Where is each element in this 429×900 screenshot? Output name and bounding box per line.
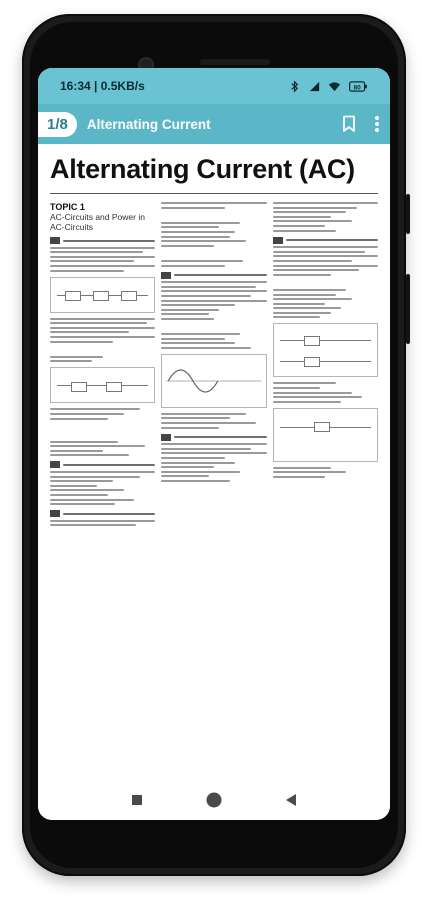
device-screen (38, 68, 390, 820)
bookmark-icon[interactable] (342, 115, 356, 133)
system-nav-bar (38, 780, 390, 820)
power-button (406, 274, 410, 344)
question-line (50, 510, 155, 517)
question-line (273, 237, 378, 244)
battery-icon (348, 80, 368, 93)
circuit-figure (273, 323, 378, 377)
more-vertical-icon[interactable] (374, 115, 380, 133)
heading-rule (50, 193, 378, 194)
circuit-figure (273, 408, 378, 462)
waveform-figure (161, 354, 266, 408)
home-button[interactable] (199, 785, 229, 815)
status-icons (288, 80, 368, 93)
battery-level: 80 (353, 83, 361, 91)
page-indicator[interactable]: 1/8 (38, 112, 77, 137)
document-column-2 (161, 198, 266, 758)
back-triangle-icon (284, 793, 298, 807)
document-column-3 (273, 198, 378, 758)
question-number (50, 510, 60, 517)
recents-button[interactable] (122, 785, 152, 815)
wifi-icon (328, 80, 341, 93)
document-columns (38, 198, 390, 758)
home-circle-icon (205, 791, 223, 809)
question-number (161, 434, 171, 441)
topic-label: TOPIC 1 (50, 202, 85, 212)
question-number (273, 237, 283, 244)
question-line (161, 272, 266, 279)
topic-subtitle: AC-Circuits and Power in AC-Circuits (50, 212, 145, 232)
document-viewer[interactable] (38, 144, 390, 780)
question-number (50, 461, 60, 468)
question-line (50, 461, 155, 468)
app-title: Alternating Current (86, 116, 211, 132)
signal-icon (308, 80, 321, 93)
bluetooth-icon (288, 80, 301, 93)
status-time: 16:34 | 0.5KB/s (60, 79, 145, 93)
recents-square-icon (131, 794, 143, 806)
question-line (161, 434, 266, 441)
earpiece-speaker (200, 59, 270, 65)
document-column-1 (50, 198, 155, 758)
status-bar (38, 68, 390, 104)
question-line (50, 237, 155, 244)
circuit-figure (50, 277, 155, 313)
question-number (161, 272, 171, 279)
question-number (50, 237, 60, 244)
circuit-figure (50, 367, 155, 403)
app-bar (38, 104, 390, 144)
sine-wave-graphic (162, 355, 265, 407)
document-heading: Alternating Current (AC) (50, 154, 355, 184)
volume-button (406, 194, 410, 234)
app-actions (342, 115, 380, 133)
back-button[interactable] (276, 785, 306, 815)
